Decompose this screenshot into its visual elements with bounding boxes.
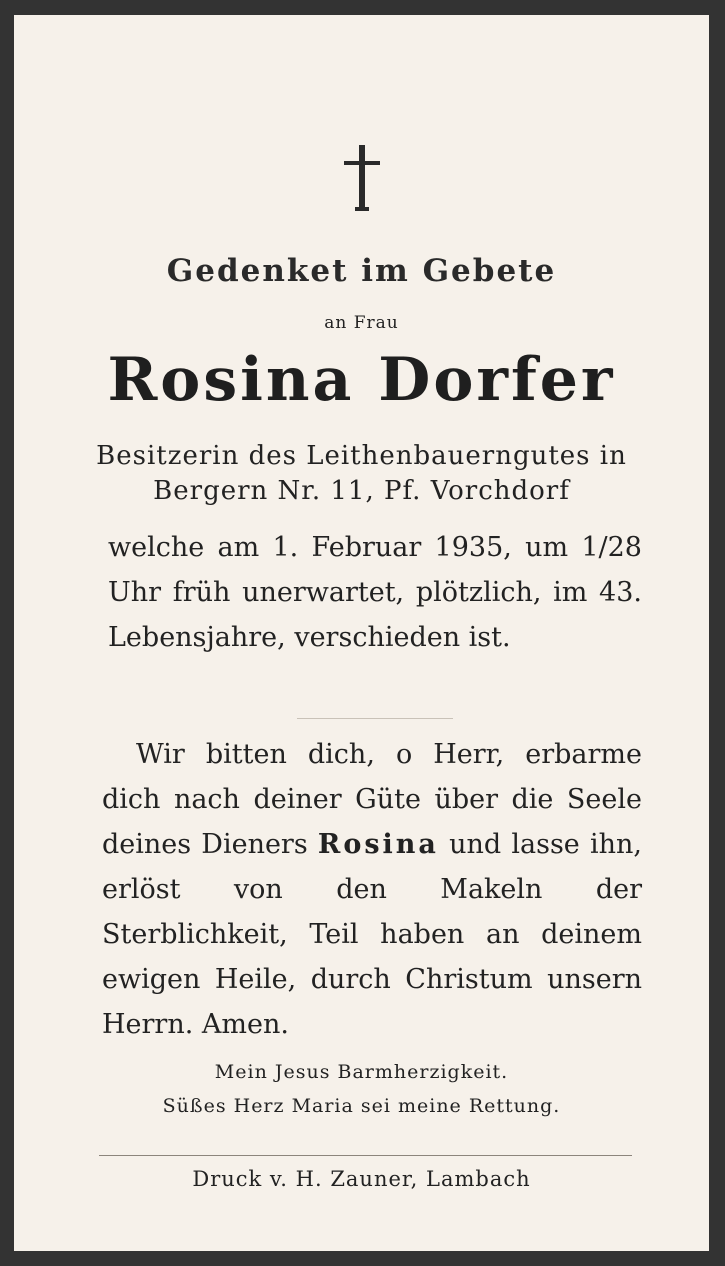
heading: Gedenket im Gebete (166, 253, 557, 289)
dedication: an Frau (324, 313, 399, 333)
divider-long (99, 1155, 632, 1156)
invocation-1: Mein Jesus Barmherzigkeit. (214, 1061, 509, 1083)
invocations (14, 1055, 709, 1123)
owner-description (14, 439, 709, 509)
prayer-name: Rosina (317, 829, 439, 860)
owner-line-2: Bergern Nr. 11, Pf. Vorchdorf (153, 476, 570, 506)
printer-credit: Druck v. H. Zauner, Lambach (192, 1167, 531, 1191)
death-notice: welche am 1. Februar 1935, um 1/28 Uhr früh unerwartet, plötzlich, im 43. Lebensjahre, verschieden ist. (108, 532, 642, 653)
deceased-name: Rosina Dorfer (107, 345, 616, 415)
prayer (102, 732, 642, 1047)
prayer-before-name: Wir bitten dich, o Herr, erbarme dich nach deiner Güte über die Seele deines Dieners (102, 739, 642, 860)
divider-short (297, 718, 453, 719)
owner-line-1: Besitzerin des Leithenbauerngutes in (96, 441, 627, 471)
latin-cross-icon (342, 143, 382, 213)
cross-container (14, 143, 709, 213)
invocation-2: Süßes Herz Maria sei meine Rettung. (162, 1095, 561, 1117)
prayer-after-name: und lasse ihn, erlöst von den Makeln der Sterblichkeit, Teil haben an deinem ewigen Heile, durch Christum unsern Herrn. Amen. (102, 829, 642, 1040)
